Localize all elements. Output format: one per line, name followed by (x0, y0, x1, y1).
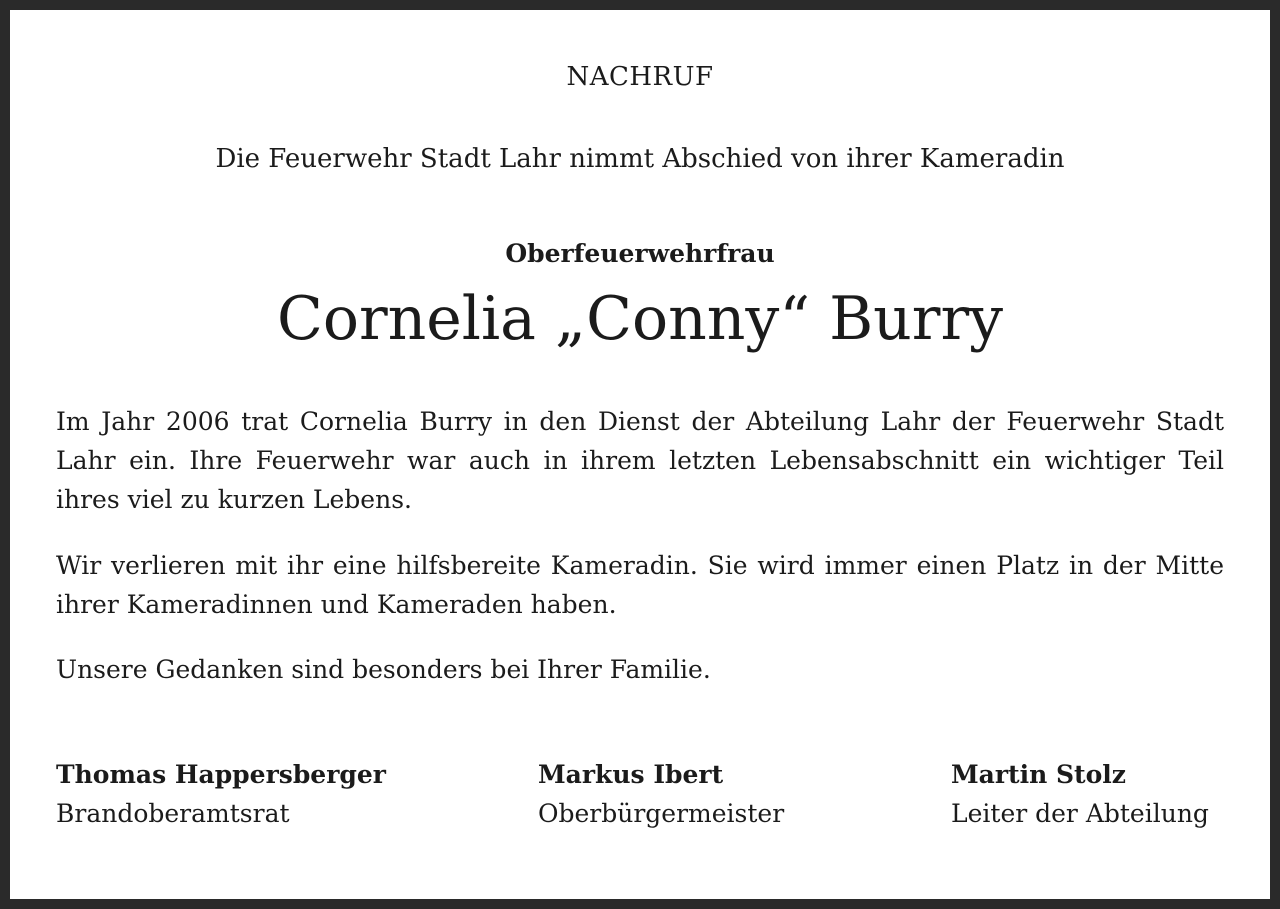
signatory-name: Martin Stolz (951, 760, 1126, 789)
signatory-name: Markus Ibert (538, 760, 724, 789)
signatory-title: Oberbürgermeister (538, 799, 785, 828)
deceased-name: Cornelia „Conny“ Burry (276, 284, 1004, 354)
signatory-title: Leiter der Abteilung (951, 799, 1209, 828)
notice-heading: NACHRUF (566, 62, 714, 92)
deceased-rank: Oberfeuerwehrfrau (505, 239, 775, 268)
signatory-3 (951, 755, 1209, 833)
signatory-1 (56, 755, 386, 833)
obituary-notice (10, 10, 1270, 899)
paragraph-service: Im Jahr 2006 trat Cornelia Burry in den Dienst der Abteilung Lahr der Feuerwehr Stadt Lahr ein. Ihre Feuerwehr war auch in ihrem letzten Lebensabschnitt ein wichtiger Teil ihres viel zu kurzen Lebens. (56, 407, 1224, 514)
paragraph-family: Unsere Gedanken sind besonders bei Ihrer Familie. (56, 655, 711, 684)
signatory-2 (538, 755, 784, 833)
paragraph-tribute: Wir verlieren mit ihr eine hilfsbereite Kameradin. Sie wird immer einen Platz in der Mitte ihrer Kameradinnen und Kameraden haben. (56, 551, 1224, 619)
signatory-title: Brandoberamtsrat (56, 799, 290, 828)
notice-intro: Die Feuerwehr Stadt Lahr nimmt Abschied von ihrer Kameradin (215, 144, 1065, 174)
signatory-name: Thomas Happersberger (56, 760, 386, 789)
